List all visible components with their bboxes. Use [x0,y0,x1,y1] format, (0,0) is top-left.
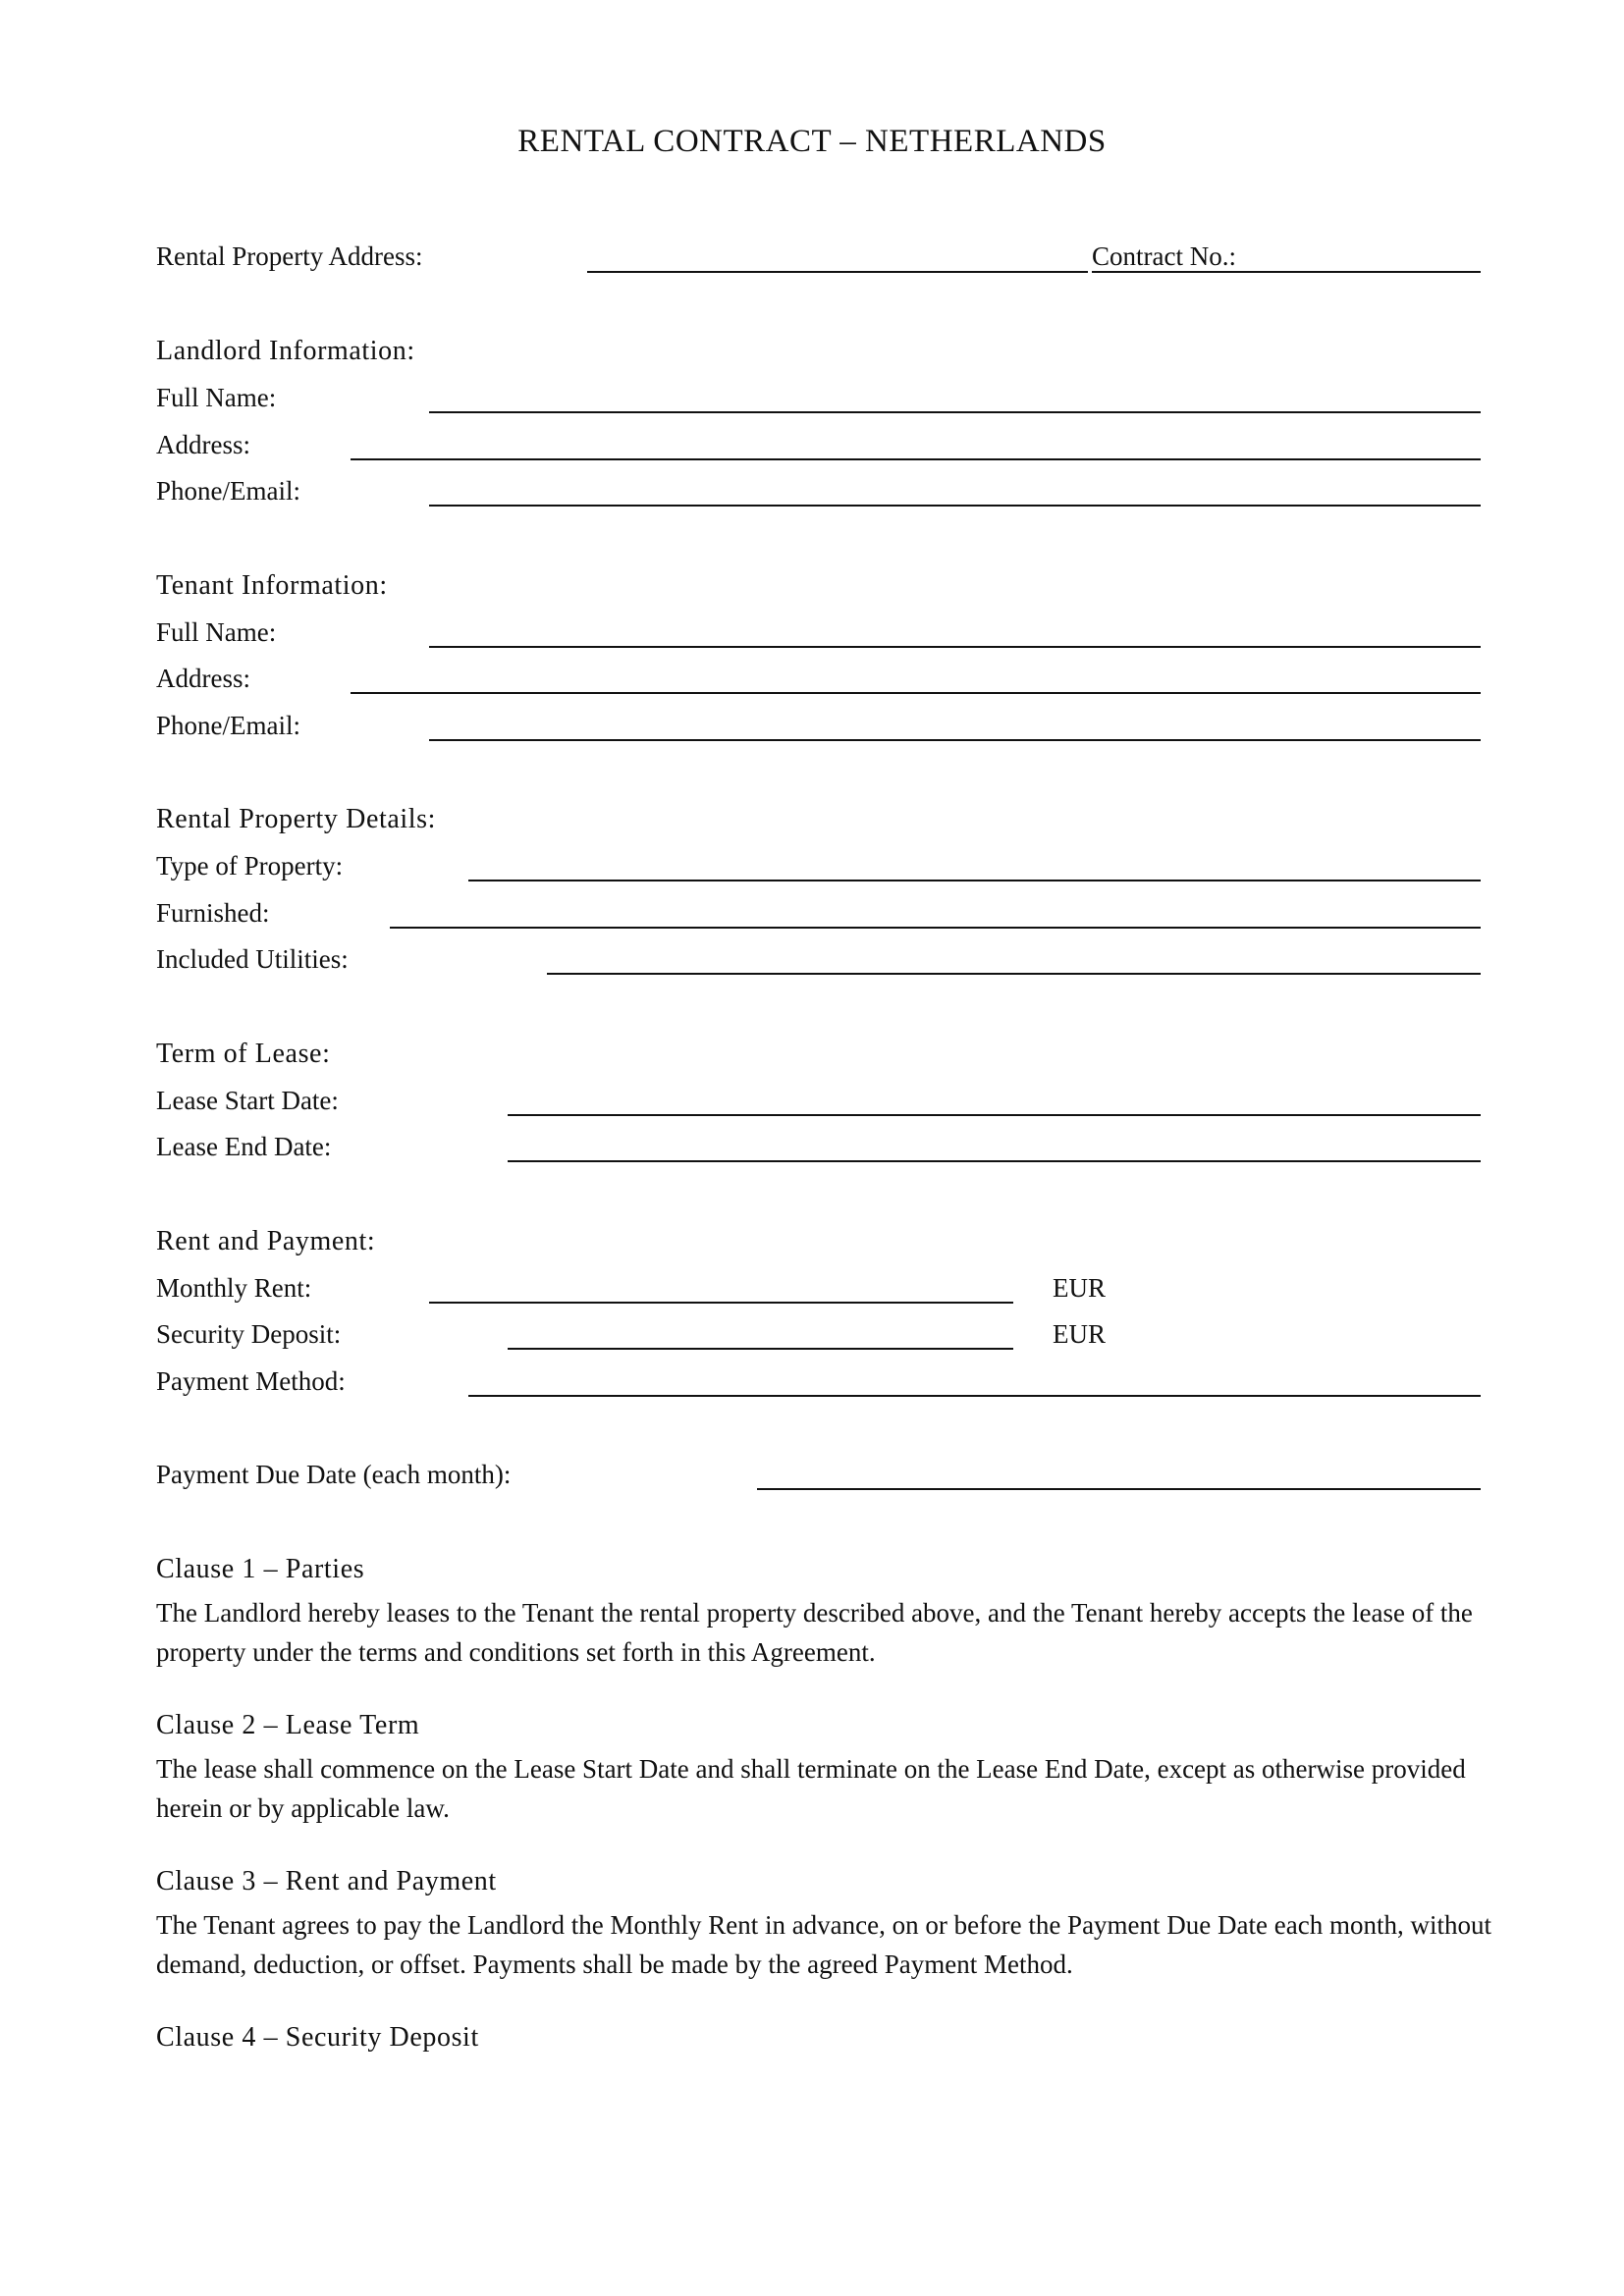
tenant-full-name-label: Full Name: [156,617,277,647]
property-address-field[interactable] [587,271,1088,273]
monthly-rent-field[interactable] [429,1302,1013,1304]
tenant-address-label: Address: [156,664,250,693]
security-deposit-currency: EUR [1053,1319,1106,1349]
clause-3-text: The Tenant agrees to pay the Landlord the Monthly Rent in advance, on or before the Payment Due Date each month, without demand, deduction, or offset. Payments shall be made by the agreed Payment Method. [156,1910,1491,1979]
tenant-full-name-field[interactable] [429,646,1481,648]
property-type-field[interactable] [468,880,1481,881]
lease-end-date-label: Lease End Date: [156,1132,332,1161]
payment-due-date-field[interactable] [757,1488,1481,1490]
landlord-section-heading: Landlord Information: [156,336,415,366]
clause-2-heading: Clause 2 – Lease Term [156,1710,420,1740]
security-deposit-field[interactable] [508,1348,1013,1350]
property-type-label: Type of Property: [156,851,344,881]
landlord-phone-email-field[interactable] [429,505,1481,507]
property-details-heading: Rental Property Details: [156,804,437,834]
landlord-full-name-field[interactable] [429,411,1481,413]
contract-no-label: Contract No.: [1092,241,1236,271]
tenant-address-field[interactable] [351,692,1481,694]
contract-no-field[interactable] [1092,271,1481,273]
clause-4-heading: Clause 4 – Security Deposit [156,2022,479,2053]
landlord-address-label: Address: [156,430,250,459]
tenant-phone-email-field[interactable] [429,739,1481,741]
tenant-section-heading: Tenant Information: [156,570,388,601]
security-deposit-label: Security Deposit: [156,1319,342,1349]
tenant-phone-email-label: Phone/Email: [156,711,300,740]
landlord-address-field[interactable] [351,458,1481,460]
clause-1-heading: Clause 1 – Parties [156,1554,365,1584]
lease-start-date-label: Lease Start Date: [156,1086,339,1115]
monthly-rent-currency: EUR [1053,1273,1106,1303]
payment-method-label: Payment Method: [156,1366,346,1396]
clause-2-text: The lease shall commence on the Lease Start Date and shall terminate on the Lease End Date, except as otherwise provided herein or by applicable law. [156,1754,1466,1823]
clause-1-text: The Landlord hereby leases to the Tenant the rental property described above, and the Tenant hereby accepts the lease of the property under the terms and conditions set forth in this Agreement. [156,1598,1473,1667]
landlord-phone-email-label: Phone/Email: [156,476,300,506]
monthly-rent-label: Monthly Rent: [156,1273,312,1303]
furnished-label: Furnished: [156,898,270,928]
clause-3-heading: Clause 3 – Rent and Payment [156,1866,497,1896]
property-address-label: Rental Property Address: [156,241,423,271]
included-utilities-field[interactable] [547,973,1481,975]
landlord-full-name-label: Full Name: [156,383,277,412]
included-utilities-label: Included Utilities: [156,944,349,974]
document-title: RENTAL CONTRACT – NETHERLANDS [517,124,1107,159]
furnished-field[interactable] [390,927,1481,929]
lease-term-heading: Term of Lease: [156,1039,331,1069]
lease-start-date-field[interactable] [508,1114,1481,1116]
payment-method-field[interactable] [468,1395,1481,1397]
lease-end-date-field[interactable] [508,1160,1481,1162]
rent-payment-heading: Rent and Payment: [156,1226,376,1256]
payment-due-date-label: Payment Due Date (each month): [156,1460,512,1489]
